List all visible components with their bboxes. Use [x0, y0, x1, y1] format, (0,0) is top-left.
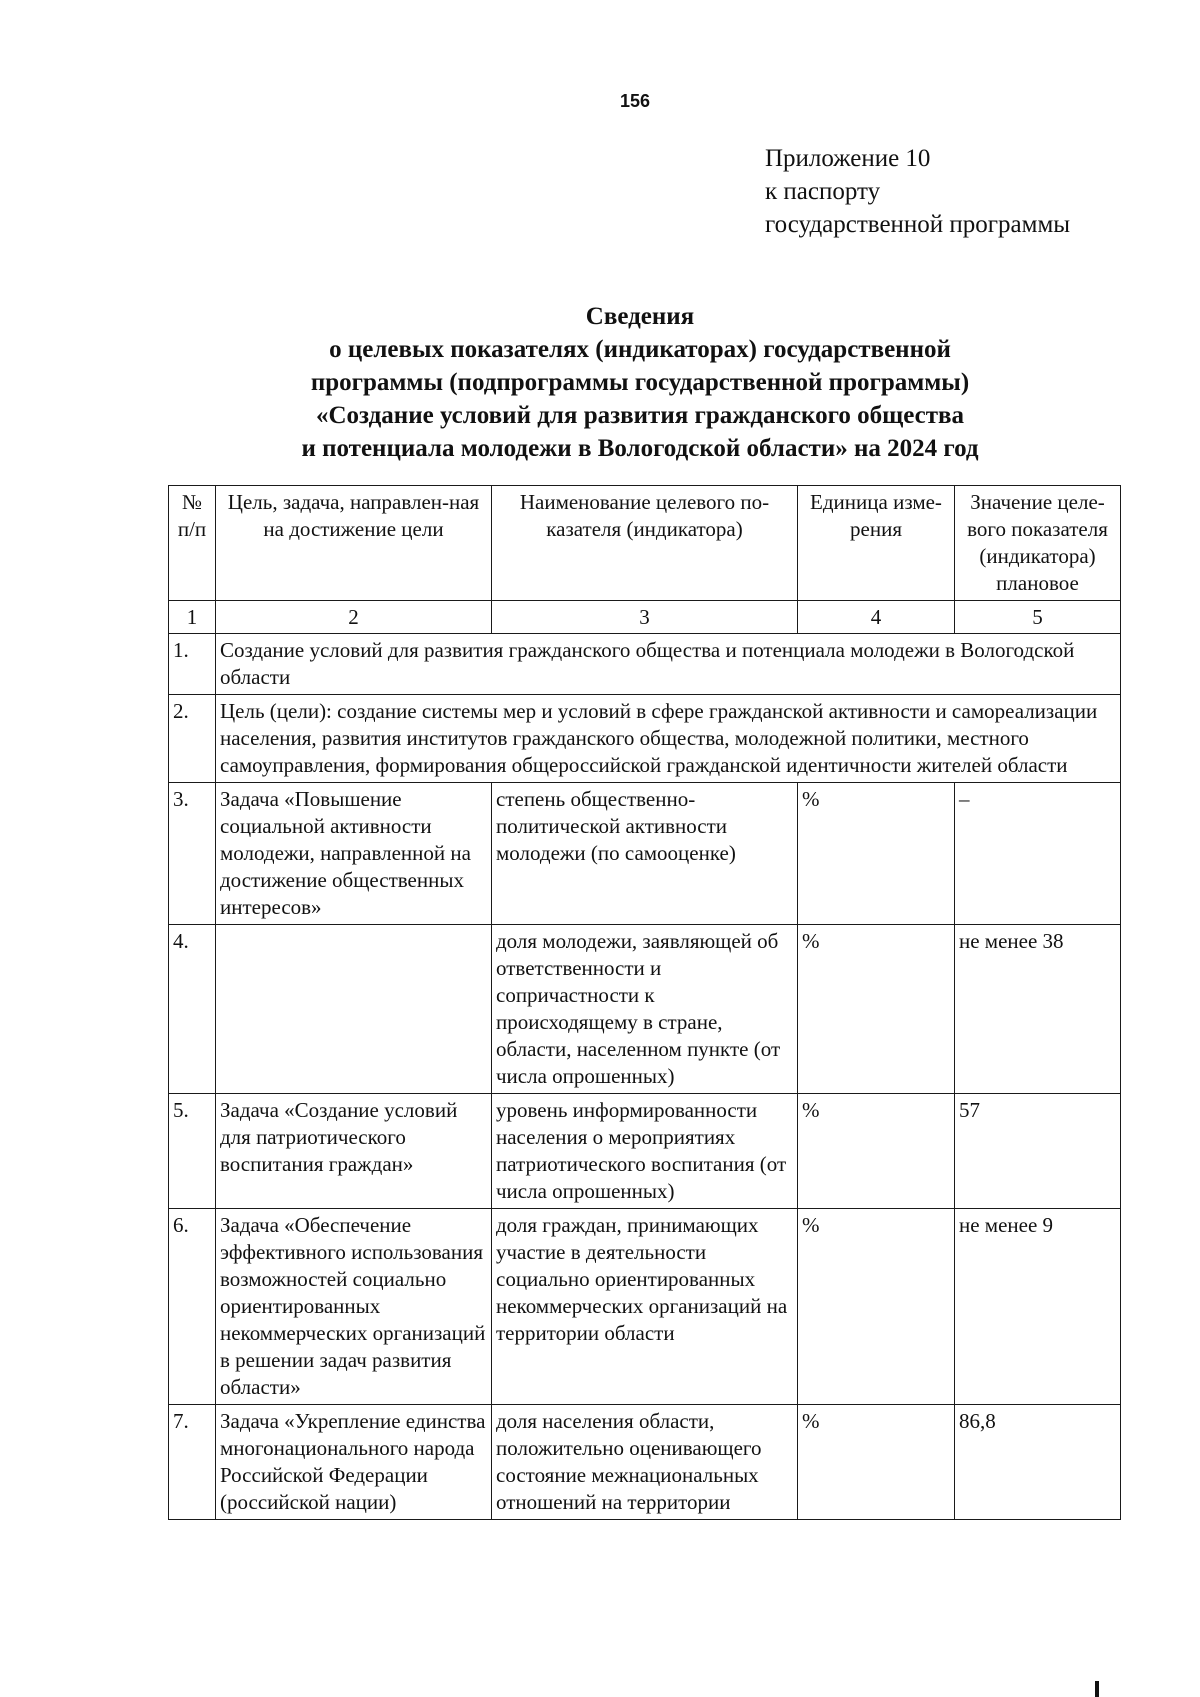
indicators-table — [168, 485, 1121, 1520]
appendix-note — [765, 142, 1070, 241]
row-num: 2. — [169, 695, 216, 783]
document-title — [160, 300, 1120, 465]
row-goal: Задача «Обеспечение эффективного использования возможностей социально ориентированных некоммерческих организаций в решении задач развития области» — [216, 1209, 492, 1405]
table-row — [169, 1209, 1121, 1405]
row-unit: % — [798, 1405, 955, 1520]
row-goal: Задача «Укрепление единства многонационального народа Российской Федерации (российской нации) — [216, 1405, 492, 1520]
row-value: – — [955, 783, 1121, 925]
column-number-row — [169, 601, 1121, 634]
table-row — [169, 925, 1121, 1094]
appendix-line-1: Приложение 10 — [765, 145, 931, 172]
row-num: 3. — [169, 783, 216, 925]
title-line-1: Сведения — [585, 303, 695, 330]
table-row — [169, 1405, 1121, 1520]
row-unit: % — [798, 1094, 955, 1209]
table-row-section — [169, 634, 1121, 695]
col-number: 5 — [955, 601, 1121, 634]
header-unit: Единица изме-рения — [798, 486, 955, 601]
row-value: 86,8 — [955, 1405, 1121, 1520]
page-number: 156 — [619, 91, 651, 111]
col-number: 4 — [798, 601, 955, 634]
row-value: 57 — [955, 1094, 1121, 1209]
row-value: не менее 38 — [955, 925, 1121, 1094]
section-text: Создание условий для развития гражданского общества и потенциала молодежи в Вологодской области — [216, 634, 1121, 695]
table-header-row — [169, 486, 1121, 601]
row-indicator: уровень информированности населения о мероприятиях патриотического воспитания (от числа опрошенных) — [492, 1094, 798, 1209]
row-unit: % — [798, 1209, 955, 1405]
row-goal — [216, 925, 492, 1094]
col-number: 1 — [169, 601, 216, 634]
row-unit: % — [798, 925, 955, 1094]
title-line-3: программы (подпрограммы государственной программы) — [310, 369, 970, 396]
row-goal: Задача «Создание условий для патриотического воспитания граждан» — [216, 1094, 492, 1209]
appendix-line-3: государственной программы — [765, 211, 1071, 238]
header-value: Значение целе-вого показателя (индикатора) плановое — [955, 486, 1121, 601]
row-value: не менее 9 — [955, 1209, 1121, 1405]
table-row — [169, 1094, 1121, 1209]
header-indicator: Наименование целевого по-казателя (индикатора) — [492, 486, 798, 601]
row-num: 6. — [169, 1209, 216, 1405]
row-goal: Задача «Повышение социальной активности молодежи, направленной на достижение общественных интересов» — [216, 783, 492, 925]
title-line-2: о целевых показателях (индикаторах) государственной — [329, 336, 951, 363]
row-unit: % — [798, 783, 955, 925]
col-number: 2 — [216, 601, 492, 634]
table-row-goal — [169, 695, 1121, 783]
row-num: 5. — [169, 1094, 216, 1209]
goal-text: Цель (цели): создание системы мер и условий в сфере гражданской активности и самореализации населения, развития институтов гражданского общества, молодежной политики, местного самоуправления, формирования общероссийской гражданской идентичности жителей области — [216, 695, 1121, 783]
appendix-line-2: к паспорту — [765, 178, 881, 205]
row-num: 4. — [169, 925, 216, 1094]
col-number: 3 — [492, 601, 798, 634]
row-indicator: доля населения области, положительно оценивающего состояние межнациональных отношений на территории — [492, 1405, 798, 1520]
header-goal: Цель, задача, направлен-ная на достижение цели — [216, 486, 492, 601]
table-row — [169, 783, 1121, 925]
row-indicator: доля граждан, принимающих участие в деятельности социально ориентированных некоммерческих организаций на территории области — [492, 1209, 798, 1405]
row-num: 7. — [169, 1405, 216, 1520]
title-line-4: «Создание условий для развития гражданского общества — [316, 402, 964, 429]
header-num: № п/п — [169, 486, 216, 601]
row-num: 1. — [169, 634, 216, 695]
row-indicator: доля молодежи, заявляющей об ответственности и сопричастности к происходящему в стране, области, населенном пункте (от числа опрошенных) — [492, 925, 798, 1094]
row-indicator: степень общественно-политической активности молодежи (по самооценке) — [492, 783, 798, 925]
scan-mark — [1095, 1681, 1099, 1697]
title-line-5: и потенциала молодежи в Вологодской области» на 2024 год — [301, 435, 979, 462]
